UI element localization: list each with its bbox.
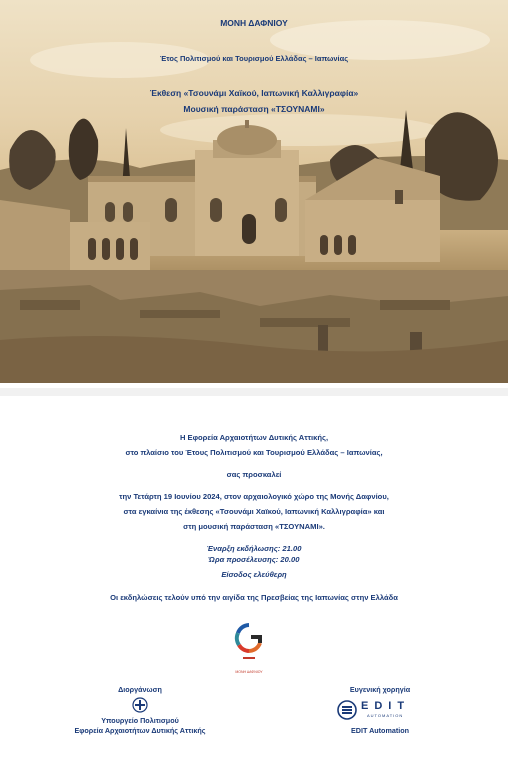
monastery-title: ΜΟΝΗ ΔΑΦΝΙΟΥ: [220, 18, 288, 28]
invitation-line-4: την Τετάρτη 19 Ιουνίου 2024, στον αρχαιολογικό χώρο της Μονής Δαφνίου,: [119, 492, 389, 501]
greece-japan-logo-icon: [233, 621, 265, 665]
invitation-line-2: στο πλαίσιο του Έτους Πολιτισμού και Τουρισμού Ελλάδας – Ιαπωνίας,: [125, 448, 383, 457]
sponsor-name: EDIT Automation: [350, 726, 410, 735]
edit-logo-text: EDIT: [361, 700, 411, 712]
auspices-note: Οι εκδηλώσεις τελούν υπό την αιγίδα της Πρεσβείας της Ιαπωνίας στην Ελλάδα: [110, 593, 398, 602]
sponsor-label: Ευγενική χορηγία: [349, 685, 411, 694]
invitation-line-3: σας προσκαλεί: [226, 470, 282, 479]
ministry-emblem-icon: [131, 697, 149, 713]
invitation-line-1: Η Εφορεία Αρχαιοτήτων Δυτικής Αττικής,: [179, 433, 329, 442]
entry-note: Είσοδος ελεύθερη: [221, 570, 287, 579]
performance-title: Μουσική παράσταση «ΤΣΟΥΝΑΜΙ»: [183, 104, 325, 114]
organizer-label: Διοργάνωση: [118, 685, 162, 694]
organizer-ephorate: Εφορεία Αρχαιοτήτων Δυτικής Αττικής: [74, 726, 206, 735]
logo-caption: ΜΟΝΗ ΔΑΦΝΙΟΥ: [235, 670, 263, 674]
invitation-line-6: στη μουσική παράσταση «ΤΣΟΥΝΑΜΙ».: [183, 522, 325, 531]
divider: [0, 388, 508, 396]
organizer-ministry: Υπουργείο Πολιτισμού: [101, 716, 179, 725]
arrival-time: Ώρα προσέλευσης: 20.00: [208, 555, 300, 564]
year-subtitle: Έτος Πολιτισμού και Τουρισμού Ελλάδας – Ιαπωνίας: [159, 54, 349, 63]
exhibition-title: Έκθεση «Τσουνάμι Χαϊκού, Ιαπωνική Καλλιγραφία»: [149, 88, 359, 98]
event-logo: [233, 621, 265, 683]
start-time: Έναρξη εκδήλωσης: 21.00: [206, 544, 302, 553]
edit-logo: [337, 700, 427, 720]
invitation-line-5: στα εγκαίνια της έκθεσης «Τσουνάμι Χαϊκού, Ιαπωνική Καλλιγραφία» και: [123, 507, 385, 516]
edit-logo-subtext: AUTOMATION: [367, 713, 404, 718]
